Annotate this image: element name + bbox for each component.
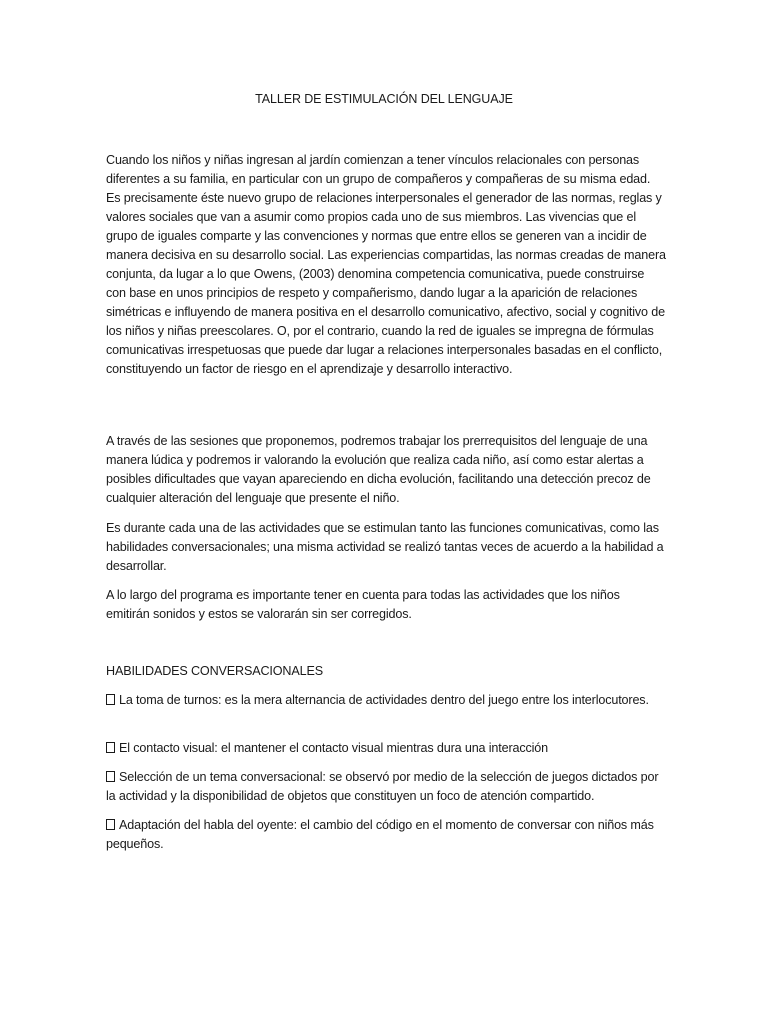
- bullet-text: La toma de turnos: es la mera alternancia de actividades dentro del juego entre los interlocutores.: [119, 693, 649, 707]
- missing-glyph-icon: [106, 694, 115, 705]
- bullet-item: [106, 768, 666, 806]
- missing-glyph-icon: [106, 819, 115, 830]
- bullet-text: Selección de un tema conversacional: se observó por medio de la selección de juegos dictados por la actividad y la disponibilidad de objetos que constituyen un foco de atención compartido.: [106, 770, 659, 803]
- bullet-text: El contacto visual: el mantener el contacto visual mientras dura una interacción: [119, 741, 549, 755]
- section-heading: HABILIDADES CONVERSACIONALES: [106, 664, 323, 678]
- bullet-item: [106, 816, 666, 854]
- bullet-item: [106, 739, 666, 758]
- bullet-text: Adaptación del habla del oyente: el cambio del código en el momento de conversar con niños más pequeños.: [106, 818, 654, 851]
- paragraph-program: A lo largo del programa es importante tener en cuenta para todas las actividades que los niños emitirán sonidos y estos se valorarán sin ser corregidos.: [106, 588, 620, 621]
- bullet-item: [106, 691, 666, 710]
- missing-glyph-icon: [106, 742, 115, 753]
- paragraph-intro: Cuando los niños y niñas ingresan al jardín comienzan a tener vínculos relacionales con personas diferentes a su familia, en particular con un grupo de compañeros y compañeras de su misma edad. Es precisamente éste nuevo grupo de relaciones interpersonales el generador de las normas, reglas y valores sociales que van a asumir como propios cada uno de sus miembros. Las vivencias que el grupo de iguales comparte y las convenciones y normas que entre ellos se generen van a incidir de manera decisiva en su desarrollo social. Las experiencias compartidas, las normas creadas de manera conjunta, da lugar a lo que Owens, (2003) denomina competencia comunicativa, puede construirse con base en unos principios de respeto y compañerismo, dando lugar a la aparición de relaciones simétricas e influyendo de manera positiva en el desarrollo comunicativo, afectivo, social y cognitivo de los niños y niñas preescolares. O, por el contrario, cuando la red de iguales se impregna de fórmulas comunicativas irrespetuosas que puede dar lugar a relaciones interpersonales basadas en el conflicto, constituyendo un factor de riesgo en el aprendizaje y desarrollo interactivo.: [106, 153, 666, 376]
- paragraph-activities: Es durante cada una de las actividades que se estimulan tanto las funciones comunicativas, como las habilidades conversacionales; una misma actividad se realizó tantas veces de acuerdo a la habilidad a desarrollar.: [106, 521, 664, 573]
- document-title: TALLER DE ESTIMULACIÓN DEL LENGUAJE: [255, 92, 513, 106]
- missing-glyph-icon: [106, 771, 115, 782]
- paragraph-sessions: A través de las sesiones que proponemos, podremos trabajar los prerrequisitos del lenguaje de una manera lúdica y podremos ir valorando la evolución que realiza cada niño, así como estar alertas a posibles dificultades que vayan apareciendo en dicha evolución, facilitando una detección precoz de cualquier alteración del lenguaje que presente el niño.: [106, 434, 651, 505]
